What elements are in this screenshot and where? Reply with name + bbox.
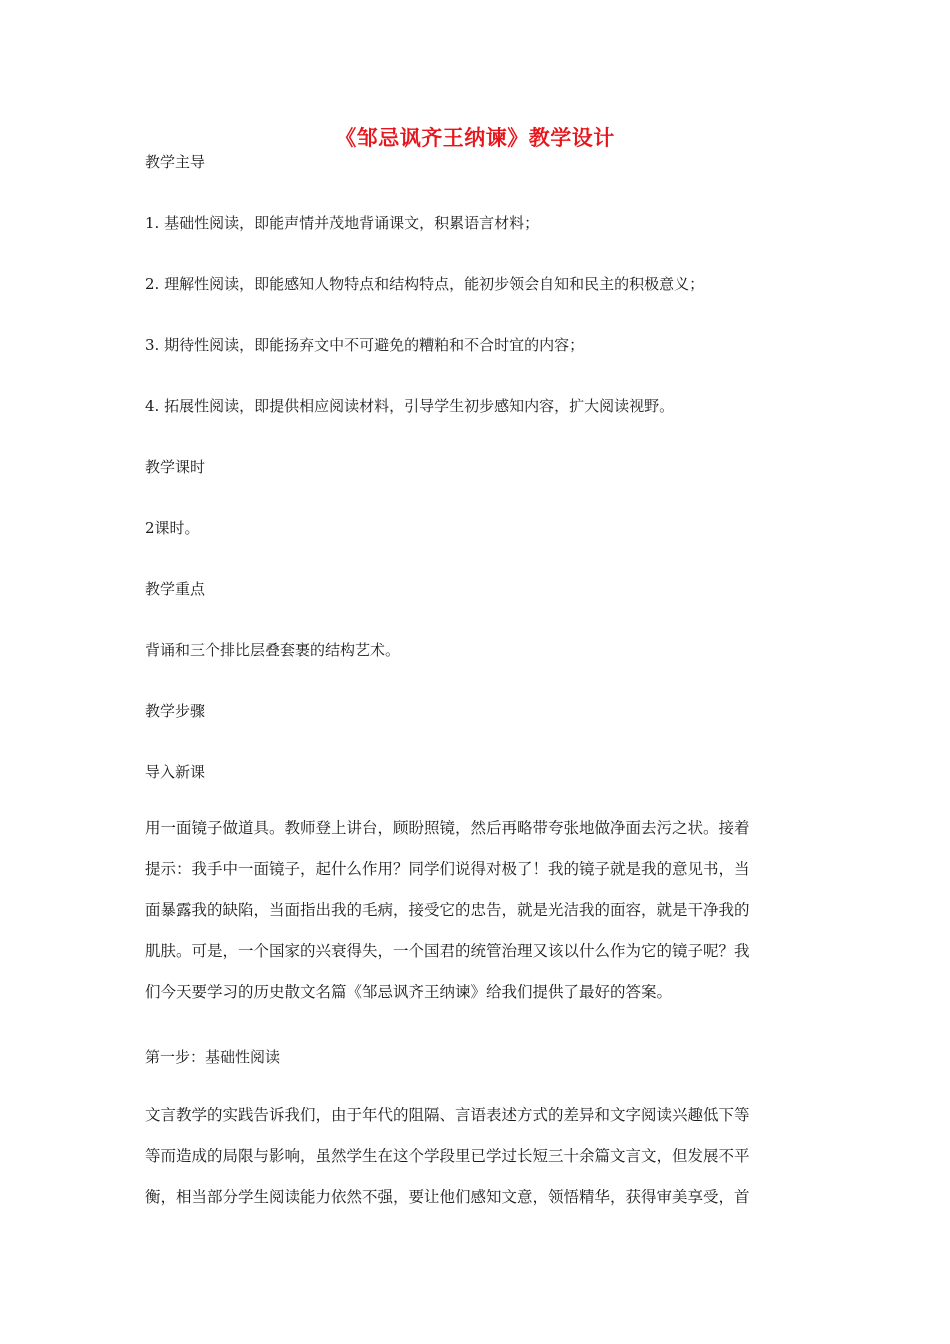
intro-paragraph-line: 们今天要学习的历史散文名篇《邹忌讽齐王纳谏》给我们提供了最好的答案。 [145, 983, 673, 1001]
hours-value: 2课时。 [145, 519, 200, 537]
intro-paragraph-line: 用一面镜子做道具。教师登上讲台，顾盼照镜，然后再略带夸张地做净面去污之状。接着 [145, 819, 750, 837]
focus-value: 背诵和三个排比层叠套裹的结构艺术。 [145, 641, 401, 659]
intro-paragraph-line: 面暴露我的缺陷，当面指出我的毛病，接受它的忠告，就是光洁我的面容，就是干净我的 [145, 901, 750, 919]
document-title: 《邹忌讽齐王纳谏》教学设计 [335, 125, 615, 150]
step1-heading: 第一步：基础性阅读 [145, 1048, 281, 1066]
steps-heading: 教学步骤 [145, 702, 206, 720]
guide-item-2: 2. 理解性阅读，即能感知人物特点和结构特点，能初步领会自知和民主的积极意义； [145, 275, 705, 293]
guide-heading: 教学主导 [145, 153, 206, 171]
step1-paragraph-line: 衡，相当部分学生阅读能力依然不强，要让他们感知文意，领悟精华，获得审美享受，首 [145, 1188, 750, 1206]
intro-heading: 导入新课 [145, 763, 206, 781]
guide-item-4: 4. 拓展性阅读，即提供相应阅读材料，引导学生初步感知内容，扩大阅读视野。 [145, 397, 675, 415]
intro-paragraph-line: 提示：我手中一面镜子，起什么作用？同学们说得对极了！我的镜子就是我的意见书，当 [145, 860, 750, 878]
step1-paragraph [145, 1095, 809, 1218]
hours-heading: 教学课时 [145, 458, 206, 476]
step1-paragraph-line: 等而造成的局限与影响，虽然学生在这个学段里已学过长短三十余篇文言文，但发展不平 [145, 1147, 750, 1165]
intro-paragraph-line: 肌肤。可是，一个国家的兴衰得失，一个国君的统管治理又该以什么作为它的镜子呢？我 [145, 942, 750, 960]
guide-item-3: 3. 期待性阅读，即能扬弃文中不可避免的糟粕和不合时宜的内容； [145, 336, 585, 354]
step1-paragraph-line: 文言教学的实践告诉我们，由于年代的阻隔、言语表述方式的差异和文字阅读兴趣低下等 [145, 1106, 750, 1124]
guide-item-1: 1. 基础性阅读，即能声情并茂地背诵课文，积累语言材料； [145, 214, 540, 232]
intro-paragraph [145, 808, 809, 1013]
focus-heading: 教学重点 [145, 580, 206, 598]
